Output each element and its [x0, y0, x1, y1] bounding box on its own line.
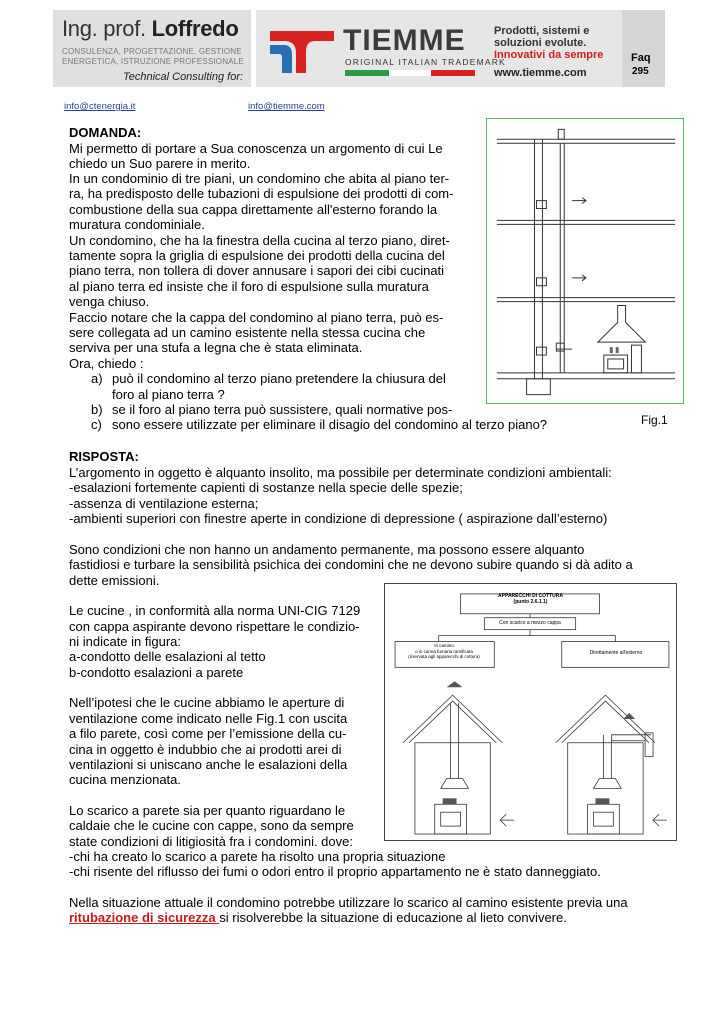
tagline-1: Prodotti, sistemi e [494, 25, 590, 37]
domanda-line: al piano terra ed insiste che il foro di espulsione sulla muratura [69, 279, 429, 294]
question-a-text-cont: foro al piano terra ? [112, 387, 225, 402]
domanda-line: sere collegata ad un camino esistente nella stessa cucina che [69, 325, 426, 340]
risposta-para4-line: cucina menzionata. [69, 772, 182, 787]
brand-wordmark: TIEMME [343, 24, 466, 57]
header-subtitle-1: CONSULENZA, PROGETTAZIONE, GESTIONE [62, 47, 242, 56]
fig2-top-box-label [384, 593, 677, 605]
tagline-3: Innovativi da sempre [494, 49, 604, 61]
risposta-para5-line: caldaie che le cucine con cappe, sono da sempre [69, 818, 354, 833]
question-c-marker: c) [91, 417, 102, 432]
risposta-para4-line: cina in oggetto è indubbio che ai prodotti arei di [69, 742, 342, 757]
risposta-para2-line: dette emissioni. [69, 573, 160, 588]
question-b-marker: b) [91, 402, 103, 417]
domanda-line: combustione della sua cappa direttamente all'esterno forando la [69, 202, 438, 217]
fig2-top-box-sub: (punto 2.6.1.1) [513, 599, 548, 605]
website-link[interactable]: www.tiemme.com [494, 67, 587, 79]
risposta-para2-line: fastidiosi e turbare la sensibilità psichica dei condomini che ne devono subire quando si dà adito a [69, 557, 633, 572]
domanda-line: muratura condominiale. [69, 217, 205, 232]
final-line-2 [69, 910, 567, 925]
header-title [62, 16, 238, 42]
domanda-line: chiedo un Suo parere in merito. [69, 156, 251, 171]
fig2-left-line: (riservata agli apparecchi di cottura) [408, 654, 480, 659]
header-banner [53, 10, 665, 87]
domanda-line: Un condomino, che ha la finestra della cucina al terzo piano, diret- [69, 233, 450, 248]
question-a-text: può il condomino al terzo piano pretendere la chiusura del [112, 371, 446, 386]
fig1-building-section-drawing [486, 118, 684, 404]
domanda-line: Ora, chiedo : [69, 356, 144, 371]
domanda-line: venga chiuso. [69, 294, 150, 309]
domanda-line: piano terra, non tollera di dover annusare i sapori dei cibi cucinati [69, 263, 445, 278]
domanda-heading: DOMANDA: [69, 125, 142, 140]
domanda-line: ra, ha predisposto delle tubazioni di espulsione dei prodotti di com- [69, 186, 454, 201]
question-c-text: sono essere utilizzate per eliminare il disagio del condomino al terzo piano? [112, 417, 548, 432]
question-a-marker: a) [91, 371, 103, 386]
risposta-para4-line: ventilazioni si uniscano anche le esalazioni della [69, 757, 348, 772]
risposta-para5-line: -chi risente del riflusso dei fumi o odori entro il proprio appartamento ne è stato danneggiato. [69, 864, 601, 879]
fig2-top-box-title: APPARECCHI DI COTTURA [498, 593, 563, 599]
risposta-line: -ambienti superiori con finestre aperte in condizione di depressione ( aspirazione dall’esterno) [69, 511, 608, 526]
risposta-para3-line: a-condotto delle esalazioni al tetto [69, 649, 266, 664]
risposta-para5-line: state condizioni di litigiosità fra i condomini. dove: [69, 834, 353, 849]
question-b-text: se il foro al piano terra può sussistere, quali normative pos- [112, 402, 453, 417]
fig2-mid-box-label: Con scarico a mezzo cappa [499, 620, 561, 626]
domanda-line: In un condominio di tre piani, un condomino che abita al piano ter- [69, 171, 450, 186]
risposta-para3-line: b-condotto esalazioni a parete [69, 665, 244, 680]
risposta-line: -esalazioni fortemente capienti di sostanze nella specie delle spezie; [69, 480, 463, 495]
fig2-right-box-label: Direttamente all'esterno [589, 650, 643, 656]
fig2-left-line: o in canna fumaria ramificata [415, 648, 473, 654]
risposta-line: -assenza di ventilazione esterna; [69, 496, 259, 511]
domanda-line: tamente sopra la griglia di espulsione dei prodotti della cucina del [69, 248, 445, 263]
risposta-para2-line: Sono condizioni che non hanno un andamento permanente, ma possono essere alquanto [69, 542, 585, 557]
risposta-para4-line: Nell’ipotesi che le cucine abbiamo le aperture di [69, 695, 345, 710]
header-divider [251, 10, 256, 87]
fig2-left-box-label [394, 643, 494, 660]
risposta-line: L’argomento in oggetto è alquanto insolito, ma possibile per determinate condizioni ambientali: [69, 465, 612, 480]
tiemme-logo-icon [268, 27, 338, 75]
domanda-line: Mi permetto di portare a Sua conoscenza un argomento di cui Le [69, 141, 443, 156]
risposta-para5-line: -chi ha creato lo scarico a parete ha risolto una propria situazione [69, 849, 446, 864]
final-line-1: Nella situazione attuale il condomino potrebbe utilizzare lo scarico al camino esistente previa una [69, 895, 628, 910]
fig1-caption: Fig.1 [641, 413, 668, 427]
faq-label: Faq [631, 52, 651, 64]
tagline-2: soluzioni evolute. [494, 37, 587, 49]
faq-number: 295 [632, 66, 649, 77]
italian-flag-stripe-icon [345, 70, 475, 76]
risposta-para5-line: Lo scarico a parete sia per quanto riguardano le [69, 803, 346, 818]
tagline-block [494, 25, 589, 49]
ritubazione-highlight: ritubazione di sicurezza [69, 910, 220, 925]
risposta-para3-line: ni indicate in figura: [69, 634, 182, 649]
header-technical-consulting: Technical Consulting for: [123, 71, 244, 83]
risposta-para4-line: ventilazione come indicato nelle Fig.1 con uscita [69, 711, 348, 726]
risposta-para3-line: Le cucine , in conformità alla norma UNI-CIG 7129 [69, 603, 361, 618]
risposta-heading: RISPOSTA: [69, 449, 139, 464]
fig2-left-line: In camino [434, 643, 454, 648]
email-ctenergia-link[interactable]: info@ctenergia.it [64, 101, 136, 112]
brand-subtitle: ORIGINAL ITALIAN TRADEMARK [345, 57, 506, 67]
title-bold: Loffredo [151, 16, 239, 41]
domanda-line: serviva per una stufa a legna che è stata eliminata. [69, 340, 363, 355]
risposta-para4-line: a filo parete, così come per l’emissione della cu- [69, 726, 347, 741]
title-regular: Ing. prof. [62, 16, 146, 41]
email-tiemme-link[interactable]: info@tiemme.com [248, 101, 325, 112]
risposta-para3-line: con cappa aspirante devono rispettare le condizio- [69, 619, 360, 634]
final-line-rest: si risolverebbe la situazione di educazione al lieto convivere. [219, 910, 567, 925]
header-subtitle-2: ENERGETICA, ISTRUZIONE PROFESSIONALE [62, 57, 244, 66]
domanda-line: Faccio notare che la cappa del condomino al piano terra, può es- [69, 310, 444, 325]
